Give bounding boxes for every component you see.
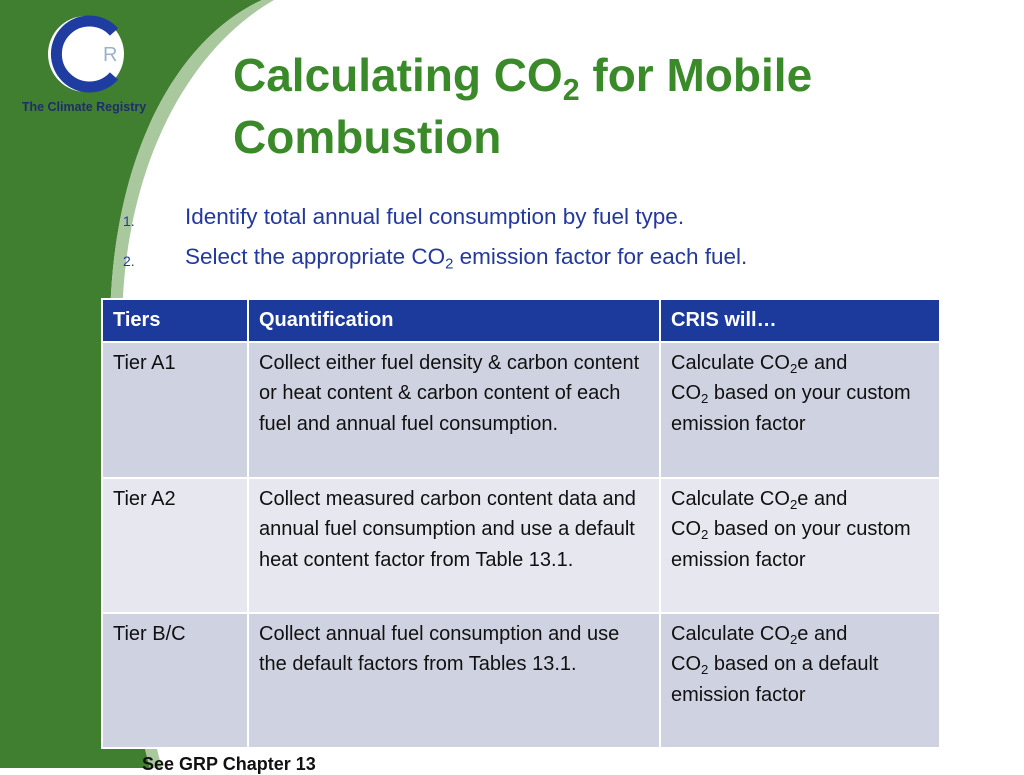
header-cris-will: CRIS will… — [660, 299, 940, 342]
logo-text: The Climate Registry — [21, 100, 147, 114]
climate-registry-logo-mark — [46, 14, 126, 94]
title-subscript: 2 — [562, 74, 580, 108]
cris-text: CO — [671, 382, 701, 404]
cris-subscript: 2 — [789, 360, 798, 376]
cris-text: CO — [671, 518, 701, 540]
cris-text: Calculate CO — [671, 487, 790, 510]
quantification-cell: Collect annual fuel consumption and use the default factors from Tables 13.1. — [248, 613, 660, 748]
cris-text: e and — [797, 487, 848, 510]
header-quantification: Quantification — [248, 299, 660, 342]
cris-text: e and — [797, 622, 848, 645]
tiers-table — [101, 298, 941, 749]
table-header-row — [102, 299, 940, 342]
cris-cell — [660, 613, 940, 748]
cris-cell — [660, 478, 940, 613]
step-text-suffix: emission factor for each fuel. — [453, 244, 748, 269]
cris-text: CO — [671, 653, 701, 675]
cris-text: based on a default emission factor — [671, 653, 879, 706]
step-subscript: 2 — [445, 256, 454, 273]
tier-cell: Tier A1 — [102, 342, 248, 478]
cris-subscript: 2 — [789, 631, 798, 647]
table-row — [102, 342, 940, 478]
page-title — [233, 44, 993, 168]
cris-text: based on your custom emission factor — [671, 518, 911, 571]
step-text — [185, 240, 747, 274]
cris-cell — [660, 342, 940, 478]
quantification-cell: Collect either fuel density & carbon content or heat content & carbon content of each fuel and annual fuel consumption. — [248, 342, 660, 478]
cris-subscript: 2 — [701, 526, 709, 542]
table-row — [102, 478, 940, 613]
climate-registry-logo — [0, 0, 175, 130]
logo-r-letter: R — [103, 44, 118, 66]
step-item — [120, 200, 980, 240]
table-row — [102, 613, 940, 748]
header-tiers: Tiers — [102, 299, 248, 342]
step-text-prefix: Select the appropriate CO — [185, 244, 446, 269]
steps-list — [120, 200, 980, 280]
cris-subscript: 2 — [701, 661, 709, 677]
step-text: Identify total annual fuel consumption by fuel type. — [185, 204, 685, 229]
cris-text: e and — [797, 351, 848, 374]
step-number: 2. — [123, 253, 135, 269]
cris-text: Calculate CO — [671, 351, 790, 374]
cris-subscript: 2 — [701, 390, 709, 406]
title-line1-prefix: Calculating CO — [233, 49, 563, 101]
title-line1-suffix: for Mobile — [579, 49, 813, 101]
footnote: See GRP Chapter 13 — [142, 754, 316, 774]
cris-text: based on your custom emission factor — [671, 382, 911, 435]
title-line2: Combustion — [233, 111, 502, 163]
tier-cell: Tier A2 — [102, 478, 248, 613]
cris-subscript: 2 — [789, 496, 798, 512]
step-number: 1. — [123, 213, 135, 229]
step-item — [120, 240, 980, 280]
quantification-cell: Collect measured carbon content data and annual fuel consumption and use a default heat content factor from Table 13.1. — [248, 478, 660, 613]
tier-cell: Tier B/C — [102, 613, 248, 748]
cris-text: Calculate CO — [671, 622, 790, 645]
